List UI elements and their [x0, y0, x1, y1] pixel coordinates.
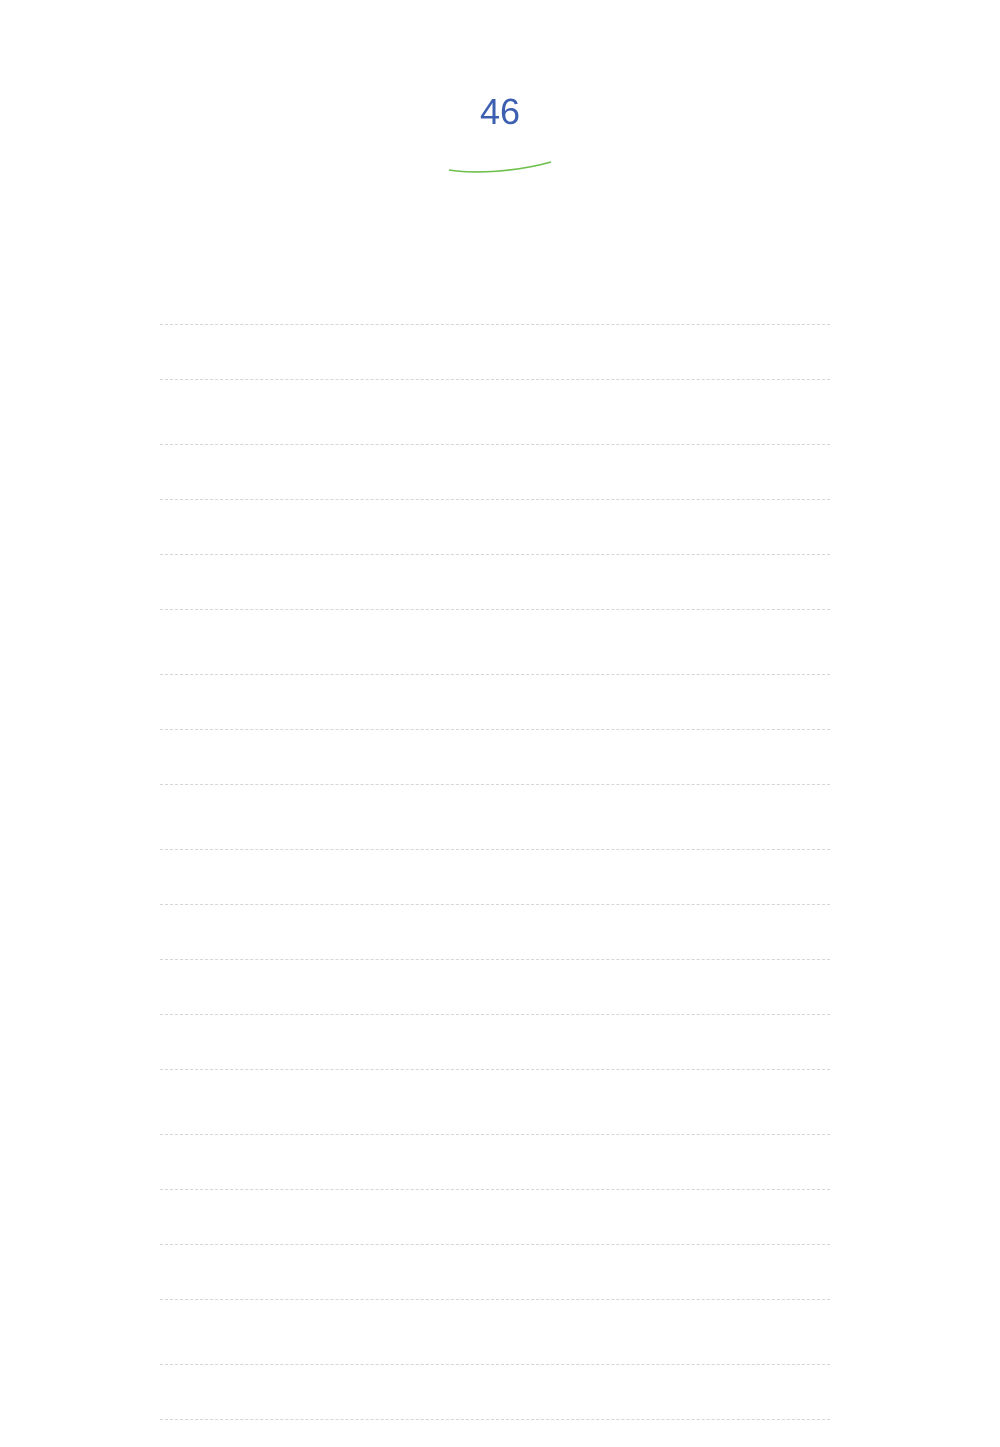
paragraph [160, 390, 830, 610]
text-line [160, 390, 830, 445]
text-line [160, 795, 830, 850]
text-line [160, 1080, 830, 1135]
running-title [0, 134, 1000, 158]
text-line [160, 1365, 830, 1420]
text-line [160, 325, 830, 380]
text-line [160, 270, 830, 325]
page-number: 46 [479, 91, 521, 132]
text-line [160, 1015, 830, 1070]
page-header [0, 92, 1000, 174]
text-line [160, 1190, 830, 1245]
decorative-flourish [445, 158, 555, 174]
document-body [160, 270, 830, 1430]
text-line [160, 1245, 830, 1300]
text-line [160, 905, 830, 960]
text-line [160, 555, 830, 610]
text-line [160, 620, 830, 675]
text-line [160, 730, 830, 785]
paragraph [160, 1310, 830, 1420]
text-line [160, 1135, 830, 1190]
paragraph [160, 270, 830, 380]
text-line [160, 675, 830, 730]
text-line [160, 445, 830, 500]
text-line [160, 500, 830, 555]
paragraph [160, 1080, 830, 1300]
paragraph [160, 795, 830, 1070]
text-line [160, 960, 830, 1015]
paragraph [160, 620, 830, 785]
text-line [160, 1310, 830, 1365]
text-line [160, 850, 830, 905]
